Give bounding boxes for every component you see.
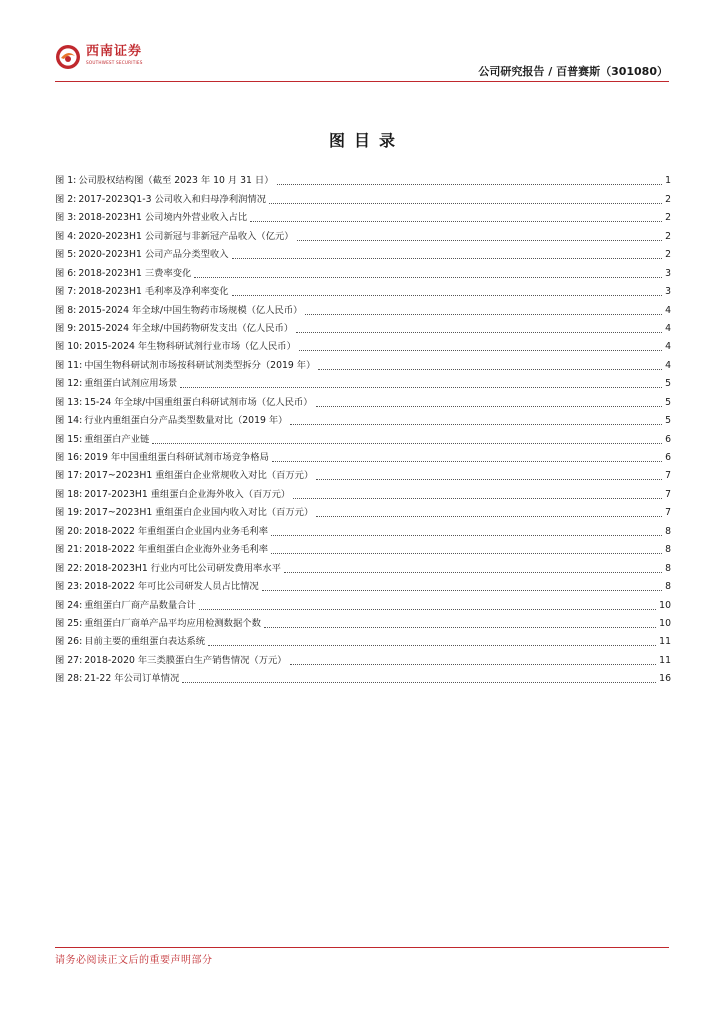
toc-entry-label — [55, 397, 313, 409]
report-tag: 公司研究报告 / 百普赛斯（301080） — [478, 65, 668, 78]
toc-dot-leader — [290, 424, 662, 425]
page-title: 图目录 — [328, 131, 404, 150]
toc-entry-number: 图 19: — [55, 507, 83, 519]
toc-entry-label — [55, 360, 315, 372]
toc-entry[interactable] — [55, 630, 671, 648]
toc-entry-label — [55, 286, 229, 298]
toc-entry[interactable] — [55, 243, 671, 261]
toc-entry-title: 行业内重组蛋白分产品类型数量对比（2019 年） — [84, 415, 288, 427]
toc-entry[interactable] — [55, 224, 671, 242]
toc-entry-label — [55, 563, 281, 575]
toc-entry-page: 4 — [665, 304, 671, 316]
toc-entry-label — [55, 175, 274, 187]
toc-dot-leader — [284, 572, 662, 573]
toc-entry-title: 2015-2024 年全球/中国生物药市场规模（亿人民币） — [78, 304, 303, 316]
toc-entry-title: 2020-2023H1 公司产品分类型收入 — [78, 249, 229, 261]
toc-entry-label — [55, 212, 247, 224]
toc-entry-number: 图 2: — [55, 193, 77, 205]
toc-entry-label — [55, 434, 149, 446]
toc-entry-label — [55, 581, 259, 593]
toc-entry-number: 图 23: — [55, 581, 83, 593]
toc-entry-label — [55, 655, 287, 667]
toc-entry-title: 中国生物科研试剂市场按科研试剂类型拆分（2019 年） — [84, 359, 316, 371]
toc-entry-label — [55, 470, 313, 482]
toc-entry-title: 2018-2022 年重组蛋白企业国内业务毛利率 — [84, 525, 269, 537]
toc-entry-title: 公司股权结构图（截至 2023 年 10 月 31 日） — [78, 175, 274, 187]
toc-entry-title: 2018-2023H1 行业内可比公司研发费用率水平 — [84, 562, 281, 574]
toc-entry-page: 8 — [665, 562, 671, 574]
toc-entry-page: 4 — [665, 322, 671, 334]
toc-entry-label — [55, 489, 290, 501]
toc-entry-page: 2 — [665, 193, 671, 205]
toc-entry-page: 3 — [665, 267, 671, 279]
toc-entry-number: 图 18: — [55, 488, 83, 500]
toc-entry-title: 2017~2023H1 重组蛋白企业国内收入对比（百万元） — [84, 507, 314, 519]
toc-entry-page: 5 — [665, 378, 671, 390]
toc-entry-page: 16 — [659, 673, 671, 685]
toc-entry-page: 4 — [665, 341, 671, 353]
toc-entry[interactable] — [55, 187, 671, 205]
toc-entry[interactable] — [55, 169, 671, 187]
toc-entry-page: 6 — [665, 452, 671, 463]
toc-entry-number: 图 25: — [55, 617, 83, 629]
toc-entry-title: 2018-2023H1 公司境内外营业收入占比 — [78, 212, 248, 224]
toc-dot-leader — [271, 535, 662, 536]
header-divider — [55, 81, 669, 82]
toc-dot-leader — [316, 516, 662, 517]
toc-entry-number: 图 15: — [55, 433, 83, 445]
toc-entry[interactable] — [55, 667, 671, 685]
toc-entry-page: 3 — [665, 286, 671, 298]
toc-entry-number: 图 22: — [55, 562, 83, 574]
toc-entry[interactable] — [55, 612, 671, 630]
toc-entry-title: 2018-2020 年三类膜蛋白生产销售情况（万元） — [84, 654, 287, 666]
toc-entry-number: 图 10: — [55, 341, 83, 353]
toc-dot-leader — [180, 387, 662, 388]
toc-entry-label — [55, 249, 229, 261]
footer-disclaimer: 请务必阅读正文后的重要声明部分 — [55, 955, 213, 966]
toc-dot-leader — [305, 314, 662, 315]
toc-entry[interactable] — [55, 372, 671, 390]
toc-entry-title: 2019 年中国重组蛋白科研试剂市场竞争格局 — [84, 452, 269, 463]
toc-dot-leader — [232, 258, 662, 259]
toc-entry-number: 图 1: — [55, 175, 77, 187]
footer-divider — [55, 947, 669, 948]
toc-entry-number: 图 4: — [55, 230, 77, 242]
toc-entry[interactable] — [55, 261, 671, 279]
toc-entry-title: 重组蛋白试剂应用场景 — [84, 378, 178, 390]
toc-entry-title: 2015-2024 年全球/中国药物研发支出（亿人民币） — [78, 322, 294, 334]
logo-emblem-icon — [55, 44, 81, 70]
toc-entry-title: 2018-2023H1 毛利率及净利率变化 — [78, 286, 229, 298]
company-logo — [55, 44, 143, 74]
toc-entry-page: 5 — [665, 396, 671, 408]
toc-dot-leader — [208, 645, 656, 646]
toc-entry-page: 7 — [665, 470, 671, 482]
toc-entry-page: 2 — [665, 230, 671, 242]
toc-entry[interactable] — [55, 317, 671, 335]
toc-entry-page: 8 — [665, 581, 671, 593]
toc-entry-number: 图 6: — [55, 267, 77, 279]
toc-dot-leader — [250, 221, 662, 222]
toc-entry-number: 图 28: — [55, 673, 83, 685]
toc-entry-page: 4 — [665, 359, 671, 371]
toc-entry[interactable] — [55, 556, 671, 574]
toc-entry[interactable] — [55, 409, 671, 427]
toc-entry-page: 2 — [665, 212, 671, 224]
toc-dot-leader — [272, 461, 662, 462]
toc-entry-label — [55, 305, 302, 317]
toc-entry[interactable] — [55, 482, 671, 500]
toc-entry[interactable] — [55, 593, 671, 611]
toc-entry-number: 图 16: — [55, 452, 83, 463]
toc-entry-number: 图 27: — [55, 654, 83, 666]
toc-entry-page: 10 — [659, 599, 671, 611]
toc-entry-title: 15-24 年全球/中国重组蛋白科研试剂市场（亿人民币） — [84, 396, 313, 408]
toc-entry-label — [55, 378, 177, 390]
toc-dot-leader — [316, 406, 662, 407]
toc-entry-title: 2018-2022 年重组蛋白企业海外业务毛利率 — [84, 544, 269, 556]
page-header — [0, 0, 724, 86]
toc-dot-leader — [232, 295, 662, 296]
toc-dot-leader — [318, 369, 662, 370]
toc-entry-label — [55, 231, 294, 243]
toc-entry-page: 7 — [665, 507, 671, 519]
toc-entry-number: 图 24: — [55, 599, 83, 611]
toc-dot-leader — [271, 553, 662, 554]
toc-dot-leader — [199, 609, 656, 610]
toc-dot-leader — [296, 332, 662, 333]
toc-entry-page: 8 — [665, 544, 671, 556]
toc-entry-title: 2020-2023H1 公司新冠与非新冠产品收入（亿元） — [78, 230, 294, 242]
toc-dot-leader — [182, 682, 656, 683]
toc-entry-number: 图 7: — [55, 286, 77, 298]
toc-dot-leader — [269, 203, 662, 204]
toc-entry[interactable] — [55, 390, 671, 408]
toc-entry[interactable] — [55, 464, 671, 482]
toc-entry[interactable] — [55, 519, 671, 537]
toc-dot-leader — [293, 498, 662, 499]
toc-dot-leader — [297, 240, 662, 241]
toc-dot-leader — [316, 479, 662, 480]
toc-entry[interactable] — [55, 353, 671, 371]
toc-entry-label — [55, 415, 287, 427]
toc-entry-label — [55, 323, 293, 335]
toc-entry[interactable] — [55, 280, 671, 298]
toc-entry-label — [55, 636, 205, 648]
toc-entry-title: 2017-2023H1 重组蛋白企业海外收入（百万元） — [84, 488, 291, 500]
toc-entry[interactable] — [55, 427, 671, 445]
toc-entry-label — [55, 452, 269, 464]
toc-entry-number: 图 5: — [55, 249, 77, 261]
logo-text-en: SOUTHWEST SECURITIES — [86, 60, 143, 65]
toc-entry[interactable] — [55, 538, 671, 556]
figure-toc-list — [55, 169, 671, 685]
toc-entry-number: 图 21: — [55, 544, 83, 556]
toc-dot-leader — [262, 590, 662, 591]
toc-entry[interactable] — [55, 335, 671, 353]
toc-entry[interactable] — [55, 501, 671, 519]
toc-entry-number: 图 14: — [55, 415, 83, 427]
toc-dot-leader — [264, 627, 656, 628]
toc-entry-label — [55, 507, 313, 519]
toc-entry-title: 2018-2022 年可比公司研发人员占比情况 — [84, 581, 259, 593]
toc-entry-page: 8 — [665, 525, 671, 537]
toc-entry-title: 2018-2023H1 三费率变化 — [78, 267, 192, 279]
toc-entry-title: 21-22 年公司订单情况 — [84, 673, 180, 685]
toc-entry-number: 图 11: — [55, 359, 83, 371]
toc-entry-number: 图 12: — [55, 378, 83, 390]
toc-entry-label — [55, 341, 296, 353]
toc-entry-label — [55, 194, 266, 206]
toc-entry-number: 图 26: — [55, 636, 83, 648]
toc-dot-leader — [277, 184, 662, 185]
toc-entry-page: 11 — [659, 654, 671, 666]
logo-text-cn: 西南证券 — [86, 44, 143, 59]
toc-entry-title: 2017-2023Q1-3 公司收入和归母净利润情况 — [78, 193, 267, 205]
toc-entry-label — [55, 526, 268, 538]
toc-entry-label — [55, 673, 179, 685]
toc-entry-page: 1 — [665, 175, 671, 187]
toc-entry-page: 11 — [659, 636, 671, 648]
toc-dot-leader — [194, 277, 662, 278]
toc-entry-page: 6 — [665, 433, 671, 445]
toc-entry-title: 2015-2024 年生物科研试剂行业市场（亿人民币） — [84, 341, 296, 353]
toc-dot-leader — [152, 443, 662, 444]
toc-entry-page: 2 — [665, 249, 671, 261]
toc-entry-number: 图 13: — [55, 396, 83, 408]
toc-entry-number: 图 3: — [55, 212, 77, 224]
toc-entry[interactable] — [55, 575, 671, 593]
toc-entry-title: 2017~2023H1 重组蛋白企业常规收入对比（百万元） — [84, 470, 314, 482]
toc-entry-label — [55, 268, 191, 280]
toc-entry-title: 重组蛋白厂商单产品平均应用检测数据个数 — [84, 617, 261, 629]
toc-entry-number: 图 8: — [55, 304, 77, 316]
toc-entry[interactable] — [55, 206, 671, 224]
toc-entry[interactable] — [55, 648, 671, 666]
toc-entry-label — [55, 618, 261, 630]
toc-entry-page: 5 — [665, 415, 671, 427]
toc-entry[interactable] — [55, 446, 671, 464]
toc-entry-page: 7 — [665, 488, 671, 500]
toc-dot-leader — [299, 350, 662, 351]
toc-dot-leader — [290, 664, 657, 665]
toc-entry-number: 图 9: — [55, 322, 77, 334]
toc-entry-number: 图 17: — [55, 470, 83, 482]
toc-entry[interactable] — [55, 298, 671, 316]
toc-entry-page: 10 — [659, 617, 671, 629]
toc-entry-number: 图 20: — [55, 525, 83, 537]
toc-entry-title: 重组蛋白产业链 — [84, 433, 150, 445]
toc-entry-title: 重组蛋白厂商产品数量合计 — [84, 599, 196, 611]
toc-entry-label — [55, 600, 196, 612]
toc-entry-label — [55, 544, 268, 556]
toc-entry-title: 目前主要的重组蛋白表达系统 — [84, 636, 206, 648]
